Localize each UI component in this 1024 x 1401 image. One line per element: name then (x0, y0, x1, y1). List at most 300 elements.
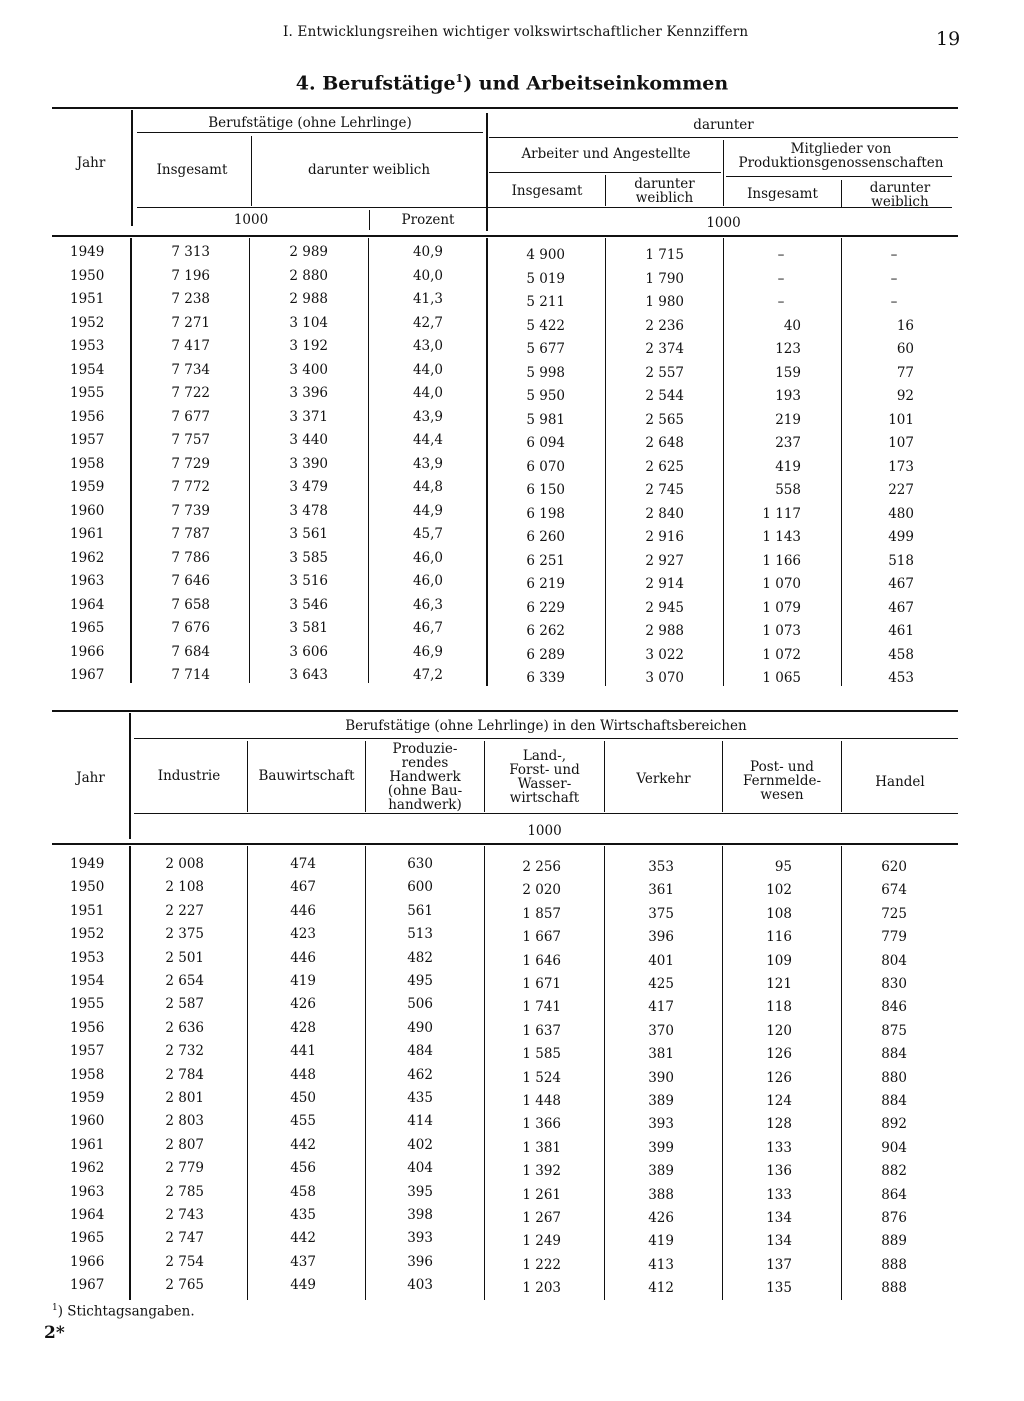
table-cell: 102 (766, 882, 792, 899)
table-cell: 437 (290, 1253, 316, 1270)
header-line: wirtschaft (509, 790, 580, 806)
table-cell: 227 (888, 482, 914, 498)
table-cell: 6 070 (526, 458, 565, 475)
table-cell: 116 (766, 929, 792, 946)
table-cell: 482 (407, 949, 433, 966)
table-cell: 3 440 (289, 432, 328, 448)
table-cell: 1 079 (762, 599, 801, 616)
table-cell: 6 229 (526, 599, 565, 616)
table-cell: 7 196 (171, 267, 210, 284)
title-main: 4. Berufstätige (295, 72, 456, 95)
table-cell: 95 (774, 859, 792, 875)
table1-header-arbeiter: Arbeiter und Angestellte (521, 146, 691, 162)
table-cell: 442 (290, 1136, 316, 1153)
row-year: 1954 (70, 361, 105, 378)
table-cell: 2 732 (165, 1043, 204, 1060)
table-cell: 6 339 (526, 670, 565, 686)
title-footnote-ref: 1 (455, 72, 464, 85)
table-cell: 6 251 (526, 552, 565, 569)
row-year: 1952 (70, 314, 105, 331)
row-year: 1955 (70, 385, 105, 401)
table-cell: 6 094 (526, 435, 565, 451)
table-cell: 393 (407, 1230, 433, 1247)
table-cell: – (777, 270, 785, 287)
table1-rule (137, 132, 483, 133)
table-cell: 1 143 (762, 529, 801, 545)
table-cell: 375 (648, 905, 674, 922)
table-cell: 480 (888, 505, 914, 522)
table-cell: 107 (888, 435, 914, 451)
table-cell: 506 (407, 996, 433, 1013)
table-cell: 2 374 (645, 341, 684, 357)
table-cell: 7 734 (171, 361, 210, 378)
table-cell: 600 (407, 879, 433, 896)
table-cell: 484 (407, 1043, 433, 1060)
table-cell: 193 (775, 388, 801, 404)
table-cell: 353 (648, 859, 674, 875)
table-cell: 1 667 (522, 929, 561, 946)
table-cell: 3 396 (289, 385, 328, 401)
table-cell: – (777, 247, 785, 263)
table2-rule (134, 738, 958, 739)
table-cell: 2 625 (645, 458, 684, 475)
row-year: 1950 (70, 267, 105, 284)
table-cell: – (890, 247, 898, 263)
table-cell: 1 381 (522, 1139, 561, 1156)
table-cell: 2 743 (165, 1207, 204, 1223)
table-cell: 620 (881, 859, 907, 875)
table-cell: 442 (290, 1230, 316, 1247)
row-year: 1959 (70, 1090, 105, 1106)
table-cell: 41,3 (412, 291, 443, 307)
table-cell: 467 (888, 599, 914, 616)
header-line: wesen (760, 787, 804, 803)
table2-header-handel: Handel (875, 774, 925, 790)
header-line: Wasser- (517, 776, 572, 792)
table-cell: 2 236 (645, 317, 684, 334)
table-cell: 892 (881, 1116, 907, 1133)
table-cell: 3 643 (289, 667, 328, 683)
table-cell: 2 945 (645, 599, 684, 616)
table-cell: 402 (407, 1136, 433, 1153)
row-year: 1958 (70, 455, 105, 472)
table-cell: 2 544 (645, 388, 684, 404)
table1-rule (137, 207, 952, 208)
row-year: 1951 (70, 902, 105, 919)
table-cell: 2 765 (165, 1277, 204, 1294)
table-cell: 2 587 (165, 996, 204, 1013)
table-cell: 1 524 (522, 1069, 561, 1086)
table-cell: 5 422 (526, 317, 565, 334)
table-cell: 46,0 (412, 549, 443, 566)
table-cell: 44,0 (412, 361, 443, 378)
table-cell: 435 (290, 1207, 316, 1223)
table-cell: 495 (407, 973, 433, 989)
header-line: Forst- und (509, 762, 580, 778)
table-title (0, 72, 1024, 94)
table-cell: 7 786 (171, 549, 210, 566)
table-cell: 2 988 (645, 623, 684, 639)
table-cell: 884 (881, 1093, 907, 1109)
table-cell: 446 (290, 902, 316, 919)
table1-header-jahr: Jahr (76, 155, 106, 171)
table1-unit-1000: 1000 (233, 212, 269, 228)
table-cell: 490 (407, 1019, 433, 1036)
table-cell: 40,0 (412, 267, 443, 284)
table-cell: 40 (783, 317, 801, 334)
table-cell: 389 (648, 1093, 674, 1109)
table-cell: 558 (775, 482, 801, 498)
row-year: 1965 (70, 1230, 105, 1247)
table-cell: 426 (290, 996, 316, 1013)
table-cell: 2 988 (289, 291, 328, 307)
table-cell: 390 (648, 1069, 674, 1086)
table-cell: 2 989 (289, 244, 328, 260)
table-cell: 403 (407, 1277, 433, 1294)
table-cell: 2 565 (645, 411, 684, 428)
table-cell: 1 646 (522, 952, 561, 969)
row-year: 1949 (70, 856, 105, 872)
table-cell: 6 289 (526, 646, 565, 663)
table-cell: 7 787 (171, 526, 210, 542)
table-cell: 2 745 (645, 482, 684, 498)
row-year: 1952 (70, 926, 105, 943)
table-cell: 456 (290, 1160, 316, 1177)
header-line: rendes (401, 755, 449, 771)
table-cell: 449 (290, 1277, 316, 1294)
table-cell: 121 (766, 976, 792, 992)
table-cell: 43,0 (412, 338, 443, 354)
table-cell: 674 (881, 882, 907, 899)
table-cell: 123 (775, 341, 801, 357)
table-cell: 630 (407, 856, 433, 872)
header-line: (ohne Bau- (387, 783, 463, 799)
table-cell: 3 606 (289, 643, 328, 660)
table-cell: 446 (290, 949, 316, 966)
table-cell: 3 478 (289, 502, 328, 519)
table-cell: 44,0 (412, 385, 443, 401)
table-cell: 128 (766, 1116, 792, 1133)
table-cell: 2 927 (645, 552, 684, 569)
table-cell: 60 (896, 341, 914, 357)
table-cell: 875 (881, 1022, 907, 1039)
table-cell: 5 019 (526, 270, 565, 287)
table-cell: 136 (766, 1163, 792, 1180)
footnote-marker: 1 (52, 1303, 58, 1313)
table-cell: 134 (766, 1233, 792, 1250)
table-cell: 3 022 (645, 646, 684, 663)
table-cell: 133 (766, 1186, 792, 1203)
table-cell: 435 (407, 1090, 433, 1106)
table1-header-darunter-weiblich: darunter weiblich (307, 162, 431, 178)
table1-rule (489, 172, 721, 173)
table-cell: 1 790 (645, 270, 684, 287)
table2-header-jahr: Jahr (76, 770, 105, 786)
table-cell: 876 (881, 1210, 907, 1226)
table2-header-bau: Bauwirtschaft (258, 768, 355, 784)
table1-rule (489, 137, 958, 138)
table-cell: 118 (766, 999, 792, 1016)
table-cell: 2 801 (165, 1090, 204, 1106)
table-cell: 462 (407, 1066, 433, 1083)
table-cell: 2 807 (165, 1136, 204, 1153)
table-cell: 398 (407, 1207, 433, 1223)
table-cell: 2 654 (165, 973, 204, 989)
table-cell: 134 (766, 1210, 792, 1226)
table2-unit-1000: 1000 (527, 823, 562, 839)
row-year: 1966 (70, 1253, 105, 1270)
table-cell: 5 998 (526, 364, 565, 381)
table-cell: 6 262 (526, 623, 565, 639)
table-cell: 450 (290, 1090, 316, 1106)
table-cell: 370 (648, 1022, 674, 1039)
table-cell: 499 (888, 529, 914, 545)
table-cell: 120 (766, 1022, 792, 1039)
header-line: darunter (869, 180, 931, 196)
table-cell: 7 676 (171, 620, 210, 636)
row-year: 1956 (70, 1019, 105, 1036)
table-cell: 3 390 (289, 455, 328, 472)
table-cell: 1 585 (522, 1046, 561, 1063)
table-cell: 3 400 (289, 361, 328, 378)
table-cell: 44,4 (412, 432, 443, 448)
table-cell: 92 (896, 388, 914, 404)
page-number: 19 (936, 28, 961, 50)
table-cell: 2 880 (289, 267, 328, 284)
row-year: 1963 (70, 573, 105, 589)
table-cell: 2 227 (165, 902, 204, 919)
table-cell: 109 (766, 952, 792, 969)
table-cell: 428 (290, 1019, 316, 1036)
table-cell: 401 (648, 952, 674, 969)
table-cell: 3 070 (645, 670, 684, 686)
table-cell: 3 516 (289, 573, 328, 589)
table-cell: 830 (881, 976, 907, 992)
table-cell: 44,9 (412, 502, 443, 519)
row-year: 1950 (70, 879, 105, 896)
table-cell: 884 (881, 1046, 907, 1063)
table2-header-bereiche: Berufstätige (ohne Lehrlinge) in den Wirtschaftsbereichen (345, 718, 747, 734)
row-year: 1953 (70, 338, 105, 354)
table-cell: 1 203 (522, 1280, 561, 1297)
table-cell: 474 (290, 856, 316, 872)
table-cell: 46,7 (412, 620, 443, 636)
table-cell: 1 671 (522, 976, 561, 992)
table-cell: 40,9 (412, 244, 443, 260)
table-cell: 889 (881, 1233, 907, 1250)
table-cell: 453 (888, 670, 914, 686)
table-cell: 3 585 (289, 549, 328, 566)
table-cell: 6 198 (526, 505, 565, 522)
header-line: Land-, (522, 748, 567, 764)
table2-header-bottom-rule (52, 843, 958, 845)
table-cell: 7 417 (171, 338, 210, 354)
header-line: weiblich (635, 190, 694, 206)
table1-header-arb-weiblich (606, 177, 723, 205)
table-cell: 458 (888, 646, 914, 663)
header-line: Fernmelde- (742, 773, 822, 789)
table-cell: 1 065 (762, 670, 801, 686)
row-year: 1963 (70, 1183, 105, 1200)
table-cell: 426 (648, 1210, 674, 1226)
table-cell: 7 739 (171, 502, 210, 519)
table-cell: 45,7 (412, 526, 443, 542)
header-line: handwerk) (388, 797, 462, 813)
table-cell: 5 981 (526, 411, 565, 428)
table-cell: 47,2 (412, 667, 443, 683)
table1-header-mit-weiblich (842, 181, 958, 209)
table-cell: 2 256 (522, 859, 561, 875)
table-cell: 423 (290, 926, 316, 943)
table-cell: 137 (766, 1256, 792, 1273)
table-cell: 561 (407, 902, 433, 919)
table-cell: 133 (766, 1139, 792, 1156)
table-cell: 1 249 (522, 1233, 561, 1250)
row-year: 1961 (70, 1136, 105, 1153)
table-cell: 904 (881, 1139, 907, 1156)
table-cell: 237 (775, 435, 801, 451)
table-cell: 77 (896, 364, 914, 381)
table-cell: 3 546 (289, 596, 328, 613)
table-cell: 2 785 (165, 1183, 204, 1200)
table1-header-berufstaetige: Berufstätige (ohne Lehrlinge) (208, 115, 412, 131)
table-cell: 7 646 (171, 573, 210, 589)
table-cell: 135 (766, 1280, 792, 1297)
row-year: 1966 (70, 643, 105, 660)
table-cell: 5 211 (526, 294, 565, 310)
table-cell: 126 (766, 1046, 792, 1063)
table-cell: 413 (648, 1256, 674, 1273)
table-cell: 2 840 (645, 505, 684, 522)
table-cell: 5 950 (526, 388, 565, 404)
table-cell: 126 (766, 1069, 792, 1086)
table-cell: 16 (896, 317, 914, 334)
table-cell: 1 715 (645, 247, 684, 263)
table-cell: 3 104 (289, 314, 328, 331)
table-cell: 414 (407, 1113, 433, 1130)
table-cell: 3 561 (289, 526, 328, 542)
table-cell: 467 (290, 879, 316, 896)
row-year: 1960 (70, 502, 105, 519)
table1-header-darunter: darunter (693, 117, 754, 133)
table1-rule (726, 176, 952, 177)
table-cell: 425 (648, 976, 674, 992)
table-cell: 1 637 (522, 1022, 561, 1039)
table-cell: 412 (648, 1280, 674, 1297)
row-year: 1964 (70, 596, 105, 613)
row-year: 1951 (70, 291, 105, 307)
header-line: darunter (634, 176, 695, 192)
header-line: Handwerk (389, 769, 461, 785)
row-year: 1958 (70, 1066, 105, 1083)
table-cell: 2 803 (165, 1113, 204, 1130)
row-year: 1953 (70, 949, 105, 966)
table-cell: 2 008 (165, 856, 204, 872)
table-cell: 1 261 (522, 1186, 561, 1203)
table1-unit-1000: 1000 (706, 215, 741, 231)
table-cell: 1 980 (645, 294, 684, 310)
table-cell: 846 (881, 999, 907, 1016)
table2-header-post (723, 760, 841, 802)
table1-unit-prozent: Prozent (401, 212, 455, 228)
table-cell: – (777, 294, 785, 310)
table-cell: 46,3 (412, 596, 443, 613)
table-cell: 44,8 (412, 479, 443, 495)
running-head: I. Entwicklungsreihen wichtiger volkswirtschaftlicher Kennziffern (283, 24, 749, 40)
table-cell: 6 150 (526, 482, 565, 498)
table-cell: 1 448 (522, 1093, 561, 1109)
table-cell: 1 070 (762, 576, 801, 592)
table-cell: 3 479 (289, 479, 328, 495)
row-year: 1956 (70, 408, 105, 425)
table-cell: 1 222 (522, 1256, 561, 1273)
table-cell: 108 (766, 905, 792, 922)
table-cell: 7 313 (171, 244, 210, 260)
table-cell: 393 (648, 1116, 674, 1133)
table1-rule (486, 113, 488, 231)
table2-header-handwerk (366, 742, 484, 812)
table-cell: 7 677 (171, 408, 210, 425)
table2-header-industrie: Industrie (157, 768, 221, 784)
table-cell: 395 (407, 1183, 433, 1200)
table-cell: 804 (881, 952, 907, 969)
table-cell: 381 (648, 1046, 674, 1063)
footnote (52, 1303, 195, 1320)
table-cell: 399 (648, 1139, 674, 1156)
table-cell: 2 501 (165, 949, 204, 966)
row-year: 1967 (70, 667, 105, 683)
table2-top-rule (52, 710, 958, 712)
table-cell: 1 366 (522, 1116, 561, 1133)
table-cell: 2 636 (165, 1019, 204, 1036)
table-cell: 461 (888, 623, 914, 639)
table-cell: 779 (881, 929, 907, 946)
row-year: 1962 (70, 1160, 105, 1177)
header-line: weiblich (871, 194, 929, 210)
table-cell: 173 (888, 458, 914, 475)
table-cell: 7 757 (171, 432, 210, 448)
row-year: 1964 (70, 1207, 105, 1223)
table1-header-arb-insgesamt: Insgesamt (511, 183, 583, 199)
table-cell: 361 (648, 882, 674, 899)
row-year: 1959 (70, 479, 105, 495)
table1-header-insgesamt: Insgesamt (156, 162, 228, 178)
table-cell: 864 (881, 1186, 907, 1203)
table-cell: 1 117 (762, 505, 801, 522)
table-cell: 1 741 (522, 999, 561, 1016)
table-cell: 389 (648, 1163, 674, 1180)
table2-header-landwirtschaft (485, 749, 604, 805)
table-cell: 7 729 (171, 455, 210, 472)
row-year: 1949 (70, 244, 105, 260)
table-cell: 7 271 (171, 314, 210, 331)
table-cell: 1 392 (522, 1163, 561, 1180)
table-cell: 2 375 (165, 926, 204, 943)
table1-header-mitglieder (724, 142, 958, 170)
footnote-text: ) Stichtagsangaben. (57, 1303, 195, 1320)
row-year: 1955 (70, 996, 105, 1013)
sheet-signature: 2* (44, 1323, 65, 1343)
table-cell: 43,9 (412, 455, 443, 472)
table-cell: 5 677 (526, 341, 565, 357)
title-rest: ) und Arbeitseinkommen (463, 72, 729, 95)
table1-top-rule (52, 107, 958, 109)
table1-header-bottom-rule (52, 235, 958, 237)
table-cell: 42,7 (412, 314, 443, 331)
table-cell: 2 747 (165, 1230, 204, 1247)
table-cell: 467 (888, 576, 914, 592)
table-cell: 3 192 (289, 338, 328, 354)
